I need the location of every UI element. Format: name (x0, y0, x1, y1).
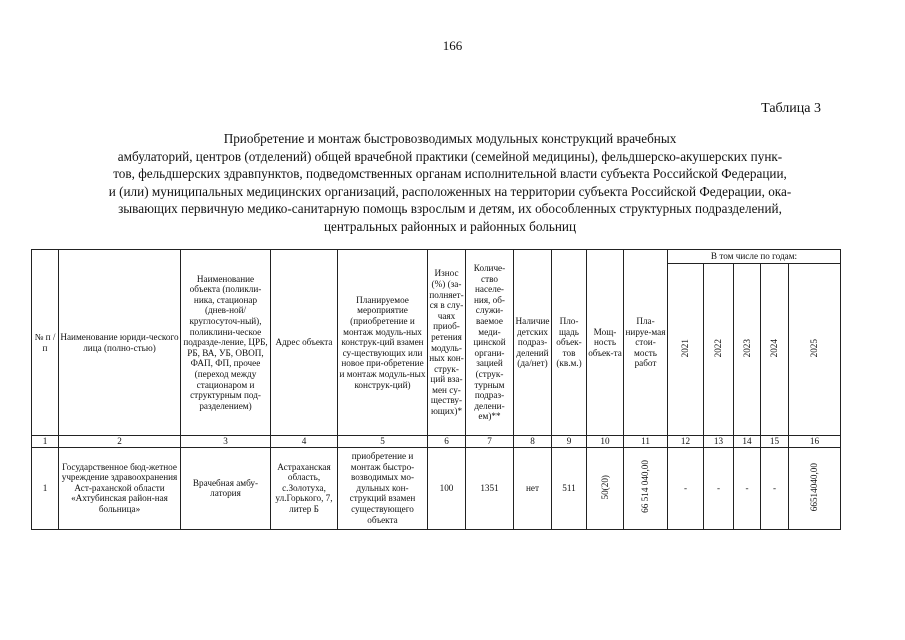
column-number: 9 (552, 436, 587, 448)
header-cost: Пла-нируе-мая стои-мость работ (624, 250, 668, 436)
cell-area: 511 (552, 447, 587, 529)
header-planned-activity: Планируемое мероприятие (приобретение и монтаж модуль-ных конструк-ций взамен су-ществующих или новое при-обретение и монтаж модуль-ных конструк-ций) (338, 250, 428, 436)
table-row (32, 447, 841, 529)
cell-year-2023: - (734, 447, 761, 529)
title-line: и (или) муниципальных медицинских организаций, расположенных на территории субъекта Российской Федерации, ока- (108, 183, 792, 199)
cell-year-2024: - (761, 447, 789, 529)
cell-wear: 100 (428, 447, 466, 529)
column-number-row (32, 436, 841, 448)
table-label: Таблица 3 (761, 101, 821, 116)
column-number: 3 (181, 436, 271, 448)
header-year-2022: 2022 (704, 264, 734, 436)
cell-year-2022: - (704, 447, 734, 529)
cell-num: 1 (32, 447, 59, 529)
column-number: 14 (734, 436, 761, 448)
header-year-2021: 2021 (668, 264, 704, 436)
cell-planned-activity: приобретение и монтаж быстро-возводимых мо-дульных кон-струкций взамен существующего объекта (338, 447, 428, 529)
title-line: зывающих первичную медико-санитарную помощь взрослым и детям, их обособленных структурных подразделений, (118, 201, 782, 216)
cell-cost: 66 514 040,00 (624, 447, 668, 529)
header-year-2024: 2024 (761, 264, 789, 436)
column-number: 7 (466, 436, 514, 448)
header-year-2025: 2025 (789, 264, 841, 436)
header-children-units: Наличие детских подраз-делений (да/нет) (514, 250, 552, 436)
title-line: центральных районных и районных больниц (323, 218, 577, 234)
title-line: амбулаторий, центров (отделений) общей врачебной практики (семейной медицины), фельдшерско-акушерских пунк- (117, 148, 783, 164)
data-table (31, 249, 841, 530)
cell-year-2025: 66514040,00 (789, 447, 841, 529)
header-population: Количе-ство населе-ния, об-служи-ваемое меди-цинской органи-зацией (струк-турным подраз-делени-ем)** (466, 250, 514, 436)
header-capacity: Мощ-ность объек-та (587, 250, 624, 436)
cell-capacity: 50(20) (587, 447, 624, 529)
cell-organization: Государственное бюд-жетное учреждение здравоохранения Аст-раханской области «Ахтубинская район-ная больница» (59, 447, 181, 529)
column-number: 2 (59, 436, 181, 448)
cell-address: Астраханская область, с.Золотуха, ул.Горького, 7, литер Б (271, 447, 338, 529)
page-number: 166 (442, 38, 463, 53)
column-number: 16 (789, 436, 841, 448)
header-object-name: Наименование объекта (поликли-ника, стационар (днев-ной/круглосуточ-ный), поликлини-ческое подразде-ление, ЦРБ, РБ, ВА, УБ, ОВОП, ФАП, ФП, прочее (переход между стационаром и структурным под-разделением) (181, 250, 271, 436)
column-number: 4 (271, 436, 338, 448)
cell-object-name: Врачебная амбу-латория (181, 447, 271, 529)
header-area: Пло-щадь объек-тов (кв.м.) (552, 250, 587, 436)
header-num: № п /п (32, 250, 59, 436)
table-title (70, 130, 830, 235)
column-number: 6 (428, 436, 466, 448)
column-number: 1 (32, 436, 59, 448)
header-organization: Наименование юриди-ческого лица (полно-стью) (59, 250, 181, 436)
column-number: 8 (514, 436, 552, 448)
column-number: 5 (338, 436, 428, 448)
cell-population: 1351 (466, 447, 514, 529)
column-number: 15 (761, 436, 789, 448)
cell-year-2021: - (668, 447, 704, 529)
column-number: 12 (668, 436, 704, 448)
column-number: 13 (704, 436, 734, 448)
header-years-group: В том числе по годам: (668, 250, 841, 264)
column-number: 10 (587, 436, 624, 448)
header-wear: Износ (%) (за-полняет-ся в слу-чаях приоб-ретения модуль-ных кон-струк-ций вза-мен су-ществу-ющих)* (428, 250, 466, 436)
cell-children-units: нет (514, 447, 552, 529)
column-number: 11 (624, 436, 668, 448)
title-line: Приобретение и монтаж быстровозводимых модульных конструкций врачебных (223, 131, 677, 146)
title-line: тов, фельдшерских здравпунктов, подведомственных органам исполнительной власти субъекта Российской Федерации, (113, 166, 787, 181)
header-address: Адрес объекта (271, 250, 338, 436)
header-year-2023: 2023 (734, 264, 761, 436)
